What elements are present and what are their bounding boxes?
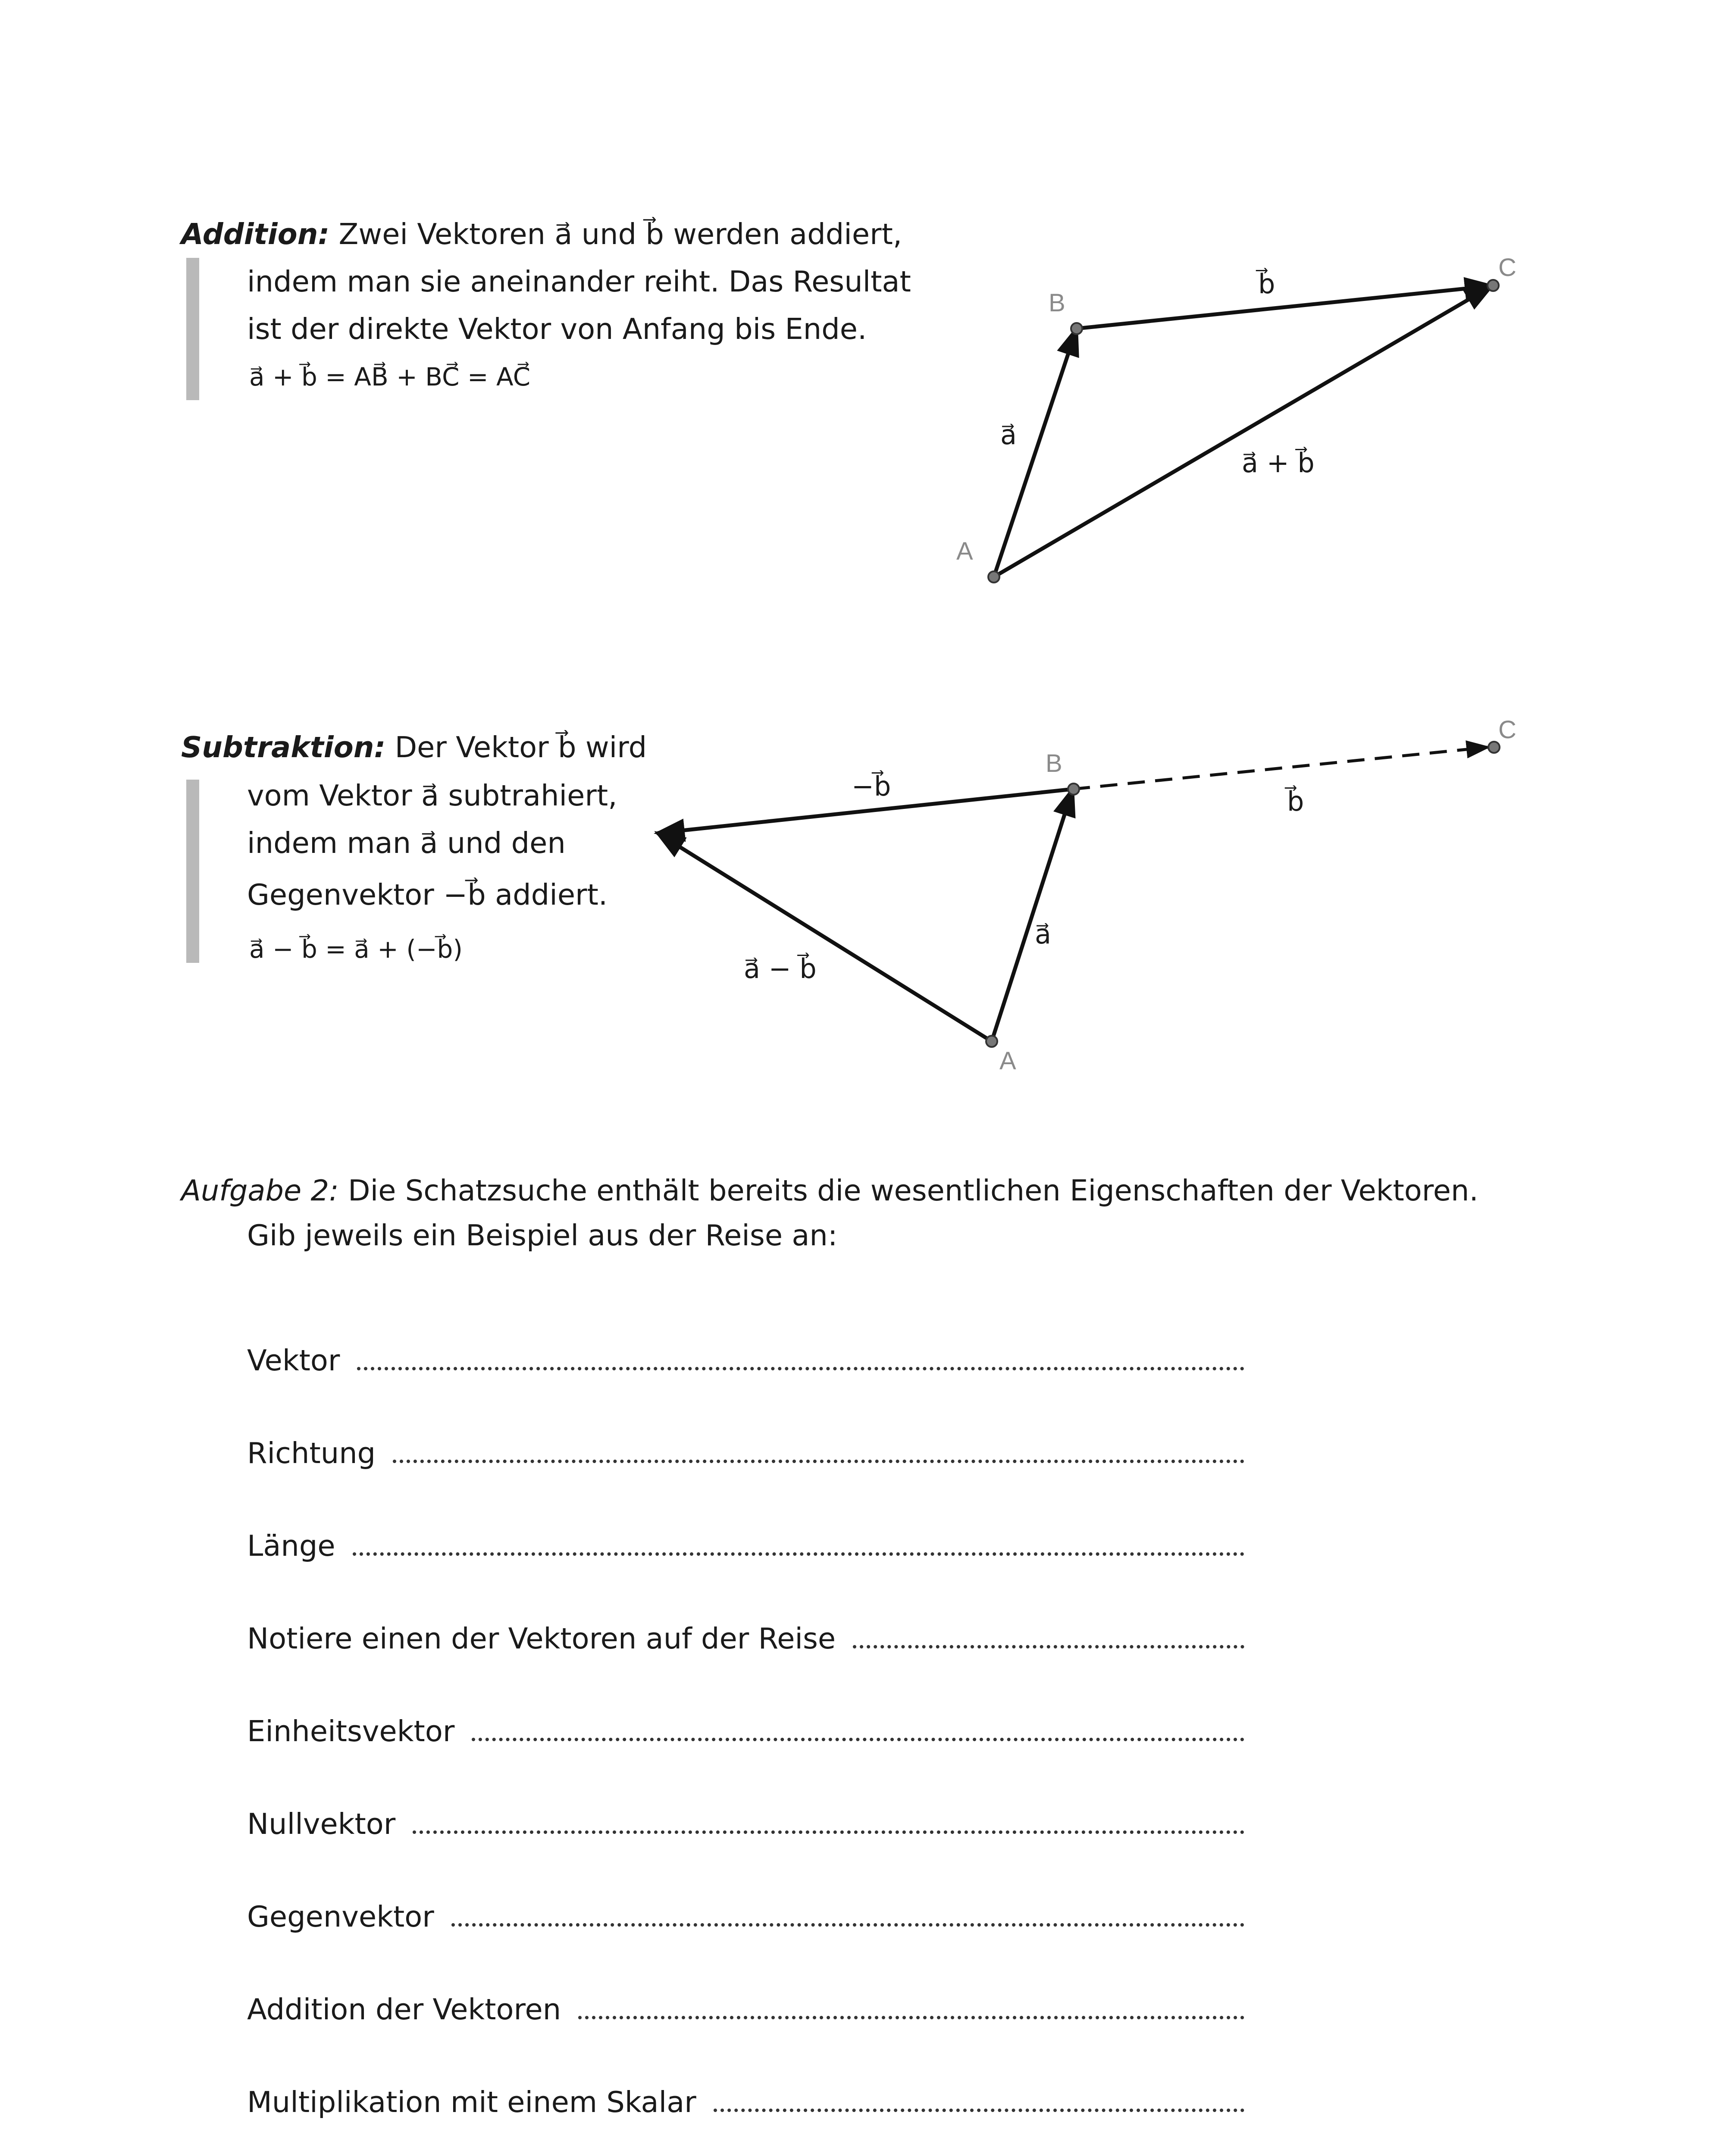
addition-heading: Addition: bbox=[181, 217, 330, 251]
answer-label: Richtung bbox=[247, 1436, 376, 1470]
answer-line[interactable] bbox=[413, 1809, 1244, 1834]
addition-vector-sum bbox=[994, 286, 1492, 577]
subtraction-label-a: A bbox=[999, 1047, 1016, 1075]
answer-row-notiere bbox=[247, 1623, 1244, 1653]
addition-label-vec-b: b⃗ bbox=[1258, 268, 1275, 300]
answer-row-nullvektor bbox=[247, 1809, 1244, 1839]
answer-line[interactable] bbox=[357, 1345, 1244, 1370]
addition-text-line3: ist der direkte Vektor von Anfang bis Ende. bbox=[247, 312, 867, 346]
addition-text-line2: indem man sie aneinander reiht. Das Resultat bbox=[247, 265, 911, 298]
addition-label-b: B bbox=[1049, 289, 1065, 317]
addition-point-a-dot bbox=[988, 571, 999, 583]
answer-label: Addition der Vektoren bbox=[247, 1993, 561, 2026]
answer-line[interactable] bbox=[578, 1994, 1244, 2019]
addition-point-c-dot bbox=[1488, 280, 1499, 291]
task-text-line2: Gib jeweils ein Beispiel aus der Reise an: bbox=[247, 1219, 838, 1252]
answer-line[interactable] bbox=[714, 2087, 1244, 2112]
subtraction-vector-a bbox=[992, 789, 1073, 1041]
subtraction-point-a-dot bbox=[986, 1036, 997, 1047]
subtraction-figure bbox=[0, 647, 1732, 1121]
task-heading-line bbox=[181, 1176, 1478, 1205]
subtraction-label-vec-a: a⃗ bbox=[1035, 918, 1051, 950]
subtraction-text-line2: vom Vektor a⃗ subtrahiert, bbox=[247, 779, 617, 812]
answer-row-richtung bbox=[247, 1438, 1244, 1468]
answer-line[interactable] bbox=[472, 1716, 1244, 1741]
answer-label: Länge bbox=[247, 1529, 335, 1563]
addition-figure bbox=[0, 0, 1732, 647]
subtraction-text-line1: Der Vektor b⃗ wird bbox=[395, 730, 647, 764]
answer-row-laenge bbox=[247, 1531, 1244, 1561]
addition-label-a: A bbox=[956, 537, 973, 565]
answer-line[interactable] bbox=[353, 1531, 1244, 1556]
addition-label-c: C bbox=[1498, 254, 1516, 282]
subtraction-text-line4: Gegenvektor −b⃗ addiert. bbox=[247, 878, 608, 912]
answer-row-addition bbox=[247, 1994, 1244, 2024]
answer-line[interactable] bbox=[853, 1623, 1244, 1648]
subtraction-label-vec-b: b⃗ bbox=[1287, 786, 1304, 817]
addition-vector-a bbox=[994, 329, 1077, 577]
subtraction-text-line3: indem man a⃗ und den bbox=[247, 826, 566, 860]
subtraction-point-b-dot bbox=[1068, 783, 1079, 795]
answer-line[interactable] bbox=[393, 1438, 1244, 1463]
task-label: Aufgabe 2: bbox=[181, 1174, 339, 1207]
answer-label: Vektor bbox=[247, 1344, 340, 1377]
answer-label: Multiplikation mit einem Skalar bbox=[247, 2085, 696, 2119]
subtraction-label-vec-diff: a⃗ − b⃗ bbox=[744, 953, 817, 984]
answer-row-multiplikation bbox=[247, 2087, 1244, 2117]
subtraction-formula: a⃗ − b⃗ = a⃗ + (−b⃗) bbox=[249, 934, 463, 964]
subtraction-label-c: C bbox=[1498, 716, 1516, 744]
answer-row-gegenvektor bbox=[247, 1900, 1244, 1934]
addition-label-vec-a: a⃗ bbox=[1000, 419, 1017, 451]
answer-line[interactable] bbox=[451, 1902, 1244, 1927]
answer-row-einheitsvektor bbox=[247, 1716, 1244, 1746]
addition-label-vec-sum: a⃗ + b⃗ bbox=[1242, 447, 1315, 479]
task-text-line1: Die Schatzsuche enthält bereits die wesentlichen Eigenschaften der Vektoren. bbox=[348, 1174, 1478, 1207]
subtraction-vector-diff bbox=[658, 833, 992, 1041]
subtraction-label-vec-neg-b: −b⃗ bbox=[852, 771, 891, 802]
answer-label: Gegenvektor bbox=[247, 1900, 434, 1934]
answer-label: Einheitsvektor bbox=[247, 1714, 455, 1748]
answer-label: Nullvektor bbox=[247, 1807, 396, 1841]
answer-row-vektor bbox=[247, 1345, 1244, 1375]
addition-point-b-dot bbox=[1071, 323, 1082, 334]
subtraction-vector-b-dashed bbox=[1073, 747, 1488, 789]
subtraction-heading: Subtraktion: bbox=[181, 730, 386, 764]
subtraction-label-b: B bbox=[1046, 749, 1062, 777]
addition-text-line1: Zwei Vektoren a⃗ und b⃗ werden addiert, bbox=[338, 217, 902, 251]
answer-label: Notiere einen der Vektoren auf der Reise bbox=[247, 1622, 836, 1655]
addition-formula: a⃗ + b⃗ = AB⃗ + BC⃗ = AC⃗ bbox=[249, 362, 531, 392]
